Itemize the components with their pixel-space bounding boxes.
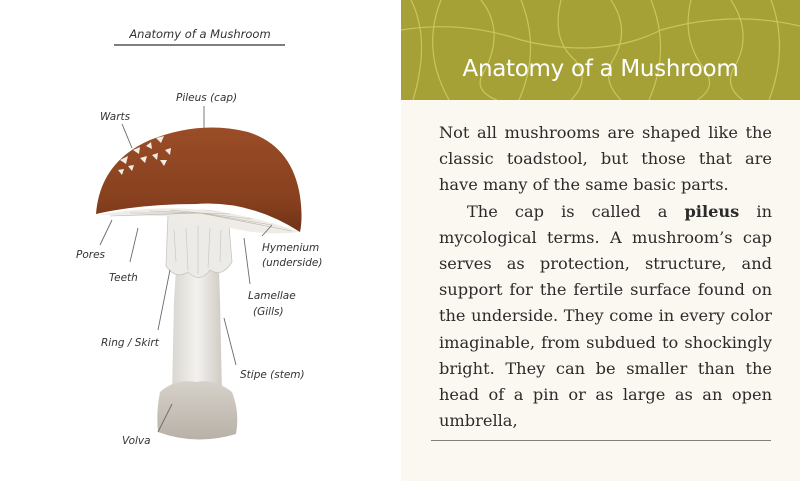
- term-pileus: pileus: [684, 201, 740, 221]
- page-title: Anatomy of a Mushroom: [462, 56, 739, 82]
- body-text: [439, 120, 772, 434]
- figure-title: Anatomy of a Mushroom: [129, 27, 271, 41]
- title-banner: [401, 0, 800, 100]
- label-ring: Ring / Skirt: [101, 337, 159, 349]
- label-teeth: Teeth: [109, 272, 138, 284]
- label-stipe: Stipe (stem): [240, 369, 305, 381]
- banner-pattern: [401, 0, 800, 100]
- mushroom-illustration: [0, 0, 401, 481]
- label-hymenium-sub: (underside): [262, 257, 323, 269]
- label-warts: Warts: [100, 111, 131, 123]
- bottom-rule: [431, 440, 771, 441]
- label-hymenium: Hymenium: [262, 242, 320, 254]
- label-pileus: Pileus (cap): [176, 92, 238, 104]
- label-volva: Volva: [122, 435, 151, 447]
- paragraph-1: Not all mushrooms are shaped like the classic toadstool, but those that are have many of the same basic parts.: [439, 123, 772, 195]
- label-lamellae: Lamellae: [248, 290, 296, 302]
- paragraph-2: The cap is called a pileus in mycological terms. A mushroom’s cap serves as protection, structure, and support for the fertile surface found on the underside. They come in every color imaginable, from subdued to shockingly bright. They can be smaller than the head of a pin or as large as an open umbrella,: [439, 201, 772, 431]
- label-lamellae-sub: (Gills): [253, 306, 284, 318]
- right-page: [401, 0, 800, 481]
- label-pores: Pores: [76, 249, 106, 261]
- left-page: [0, 0, 401, 481]
